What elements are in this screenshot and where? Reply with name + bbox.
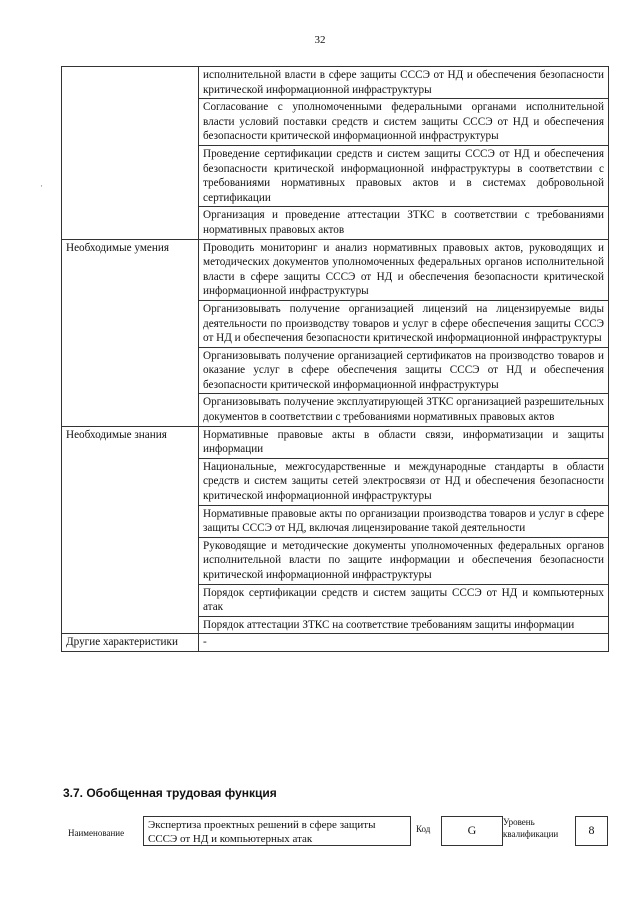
knowledge-row: Руководящие и методические документы уполномоченных федеральных органов исполнительной власти по защите информации и обеспечения безопасности критической информационной инфраструктуры [199,537,609,584]
skill-row: Проводить мониторинг и анализ нормативных правовых актов, руководящих и методических документов уполномоченных федеральных органов исполнительной власти в сфере защиты СССЭ от НД и обеспечения безопасности критической информационной инфраструктуры [199,239,609,300]
skills-label: Необходимые умения [62,239,199,426]
page-number: 32 [314,34,326,46]
labor-function-table [61,66,609,652]
knowledge-row: Национальные, межгосударственные и международные стандарты в области средств и систем защиты сетей электросвязи от НД и обеспечения безопасности критической информационной инфраструктуры [199,458,609,505]
action-row: Согласование с уполномоченными федеральными органами исполнительной власти условий поставки средств и систем защиты СССЭ от НД и обеспечения безопасности критической информационной инфраструктуры [199,99,609,146]
code-label: Код [416,824,431,834]
other-value: - [199,634,609,652]
knowledge-row: Нормативные правовые акты в области связи, информатизации и защиты информации [199,426,609,458]
name-value: Экспертиза проектных решений в сфере защиты СССЭ от НД и компьютерных атак [143,816,411,846]
knowledge-row: Порядок аттестации ЗТКС на соответствие требованиям защиты информации [199,616,609,634]
other-label: Другие характеристики [62,634,199,652]
knowledge-row: Нормативные правовые акты по организации производства товаров и услуг в сфере защиты СССЭ от НД, включая лицензирование такой деятельности [199,505,609,537]
margin-mark: · [40,181,43,191]
skill-row: Организовывать получение организацией лицензий на лицензируемые виды деятельности по производству товаров и услуг в сфере обеспечения защиты СССЭ от НД и обеспечения безопасности критической информационной инфраструктуры [199,300,609,347]
general-function-header [68,816,608,850]
level-label-line-2: квалификации [503,829,559,839]
action-row: Проведение сертификации средств и систем защиты СССЭ от НД и обеспечения безопасности критической информационной инфраструктуры в соответствии с требованиями нормативных правовых актов и в системах добровольной сертификации [199,145,609,206]
code-value: G [441,816,503,846]
knowledge-label: Необходимые знания [62,426,199,634]
action-row: Организация и проведение аттестации ЗТКС в соответствии с требованиями нормативных правовых актов [199,207,609,239]
level-value: 8 [575,816,608,846]
section-title: 3.7. Обобщенная трудовая функция [63,786,277,800]
name-label: Наименование [68,828,125,838]
knowledge-row: Порядок сертификации средств и систем защиты СССЭ от НД и компьютерных атак [199,584,609,616]
level-label-line-1: Уровень [503,817,535,827]
empty-label-cell [62,67,199,240]
level-label [503,816,558,840]
skill-row: Организовывать получение эксплуатирующей ЗТКС организацией разрешительных документов в соответствии с требованиями нормативных правовых актов [199,394,609,426]
skill-row: Организовывать получение организацией сертификатов на производство товаров и оказание услуг в сфере обеспечения защиты СССЭ от НД и обеспечения безопасности критической информационной инфраструктуры [199,347,609,394]
action-row: исполнительной власти в сфере защиты СССЭ от НД и обеспечения безопасности критической информационной инфраструктуры [199,67,609,99]
